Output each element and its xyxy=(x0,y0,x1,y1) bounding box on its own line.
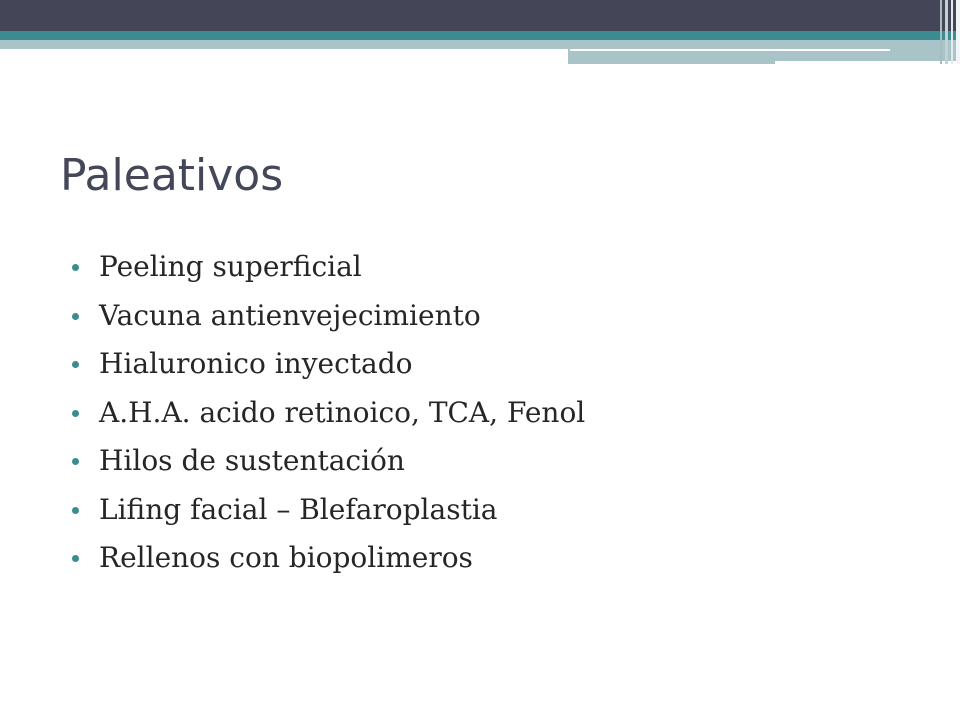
bullet-text: Rellenos con biopolimeros xyxy=(99,541,473,574)
bullet-dot-icon xyxy=(72,410,79,417)
bullet-dot-icon xyxy=(72,458,79,465)
bullet-dot-icon xyxy=(72,361,79,368)
bullet-item xyxy=(72,244,585,293)
bullet-item xyxy=(72,487,585,536)
bullet-text: A.H.A. acido retinoico, TCA, Fenol xyxy=(99,395,586,429)
bullet-text: Vacuna antienvejecimiento xyxy=(99,298,481,332)
bullet-list xyxy=(72,244,585,584)
corner-stripe xyxy=(956,0,960,64)
bullet-item xyxy=(72,438,585,487)
header-accent-line xyxy=(570,49,890,51)
bullet-item xyxy=(72,390,585,439)
bullet-text: Peeling superficial xyxy=(99,250,362,283)
bullet-text: Hialuronico inyectado xyxy=(99,347,413,380)
bullet-item xyxy=(72,535,585,584)
corner-stripe xyxy=(940,0,942,64)
bullet-text: Hilos de sustentación xyxy=(99,444,405,477)
bullet-item xyxy=(72,293,585,342)
header-band-dark xyxy=(0,0,960,31)
corner-stripe xyxy=(945,0,948,64)
bullet-item xyxy=(72,341,585,390)
bullet-dot-icon xyxy=(72,264,79,271)
header-band-teal xyxy=(0,31,960,40)
slide-title: Paleativos xyxy=(60,150,284,201)
bullet-dot-icon xyxy=(72,313,79,320)
header-corner-stripes xyxy=(930,0,960,64)
bullet-dot-icon xyxy=(72,507,79,514)
corner-stripe xyxy=(951,0,953,64)
bullet-dot-icon xyxy=(72,555,79,562)
bullet-text: Lifing facial – Blefaroplastia xyxy=(99,492,498,526)
